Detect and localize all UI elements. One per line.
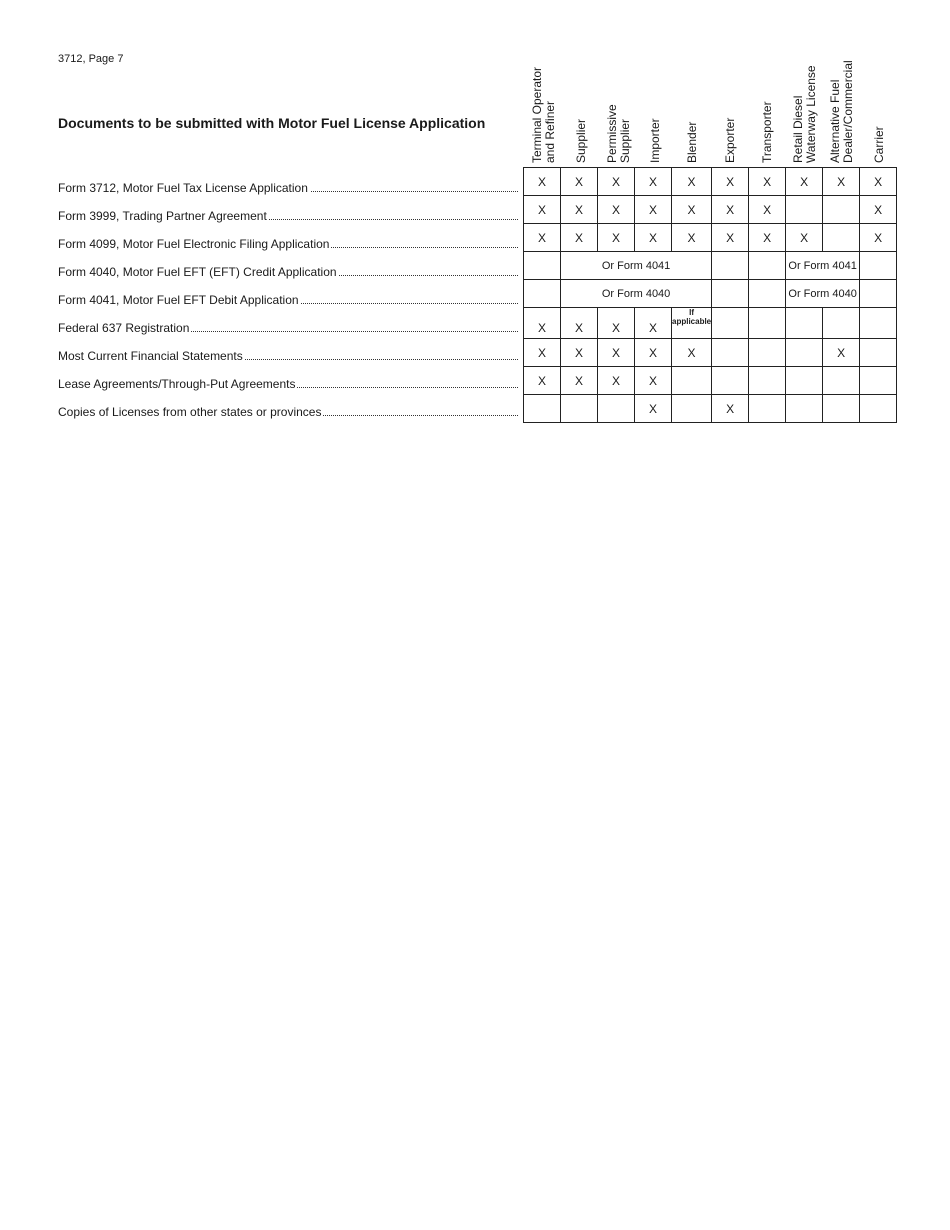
row-label-text: Form 3712, Motor Fuel Tax License Application <box>58 181 308 195</box>
column-header-line: Supplier <box>574 118 588 163</box>
column-header-label <box>575 119 588 163</box>
table-cell: X <box>823 339 860 367</box>
table-cell: X <box>561 168 598 196</box>
table-cell: Or Form 4040 <box>561 280 712 308</box>
column-header <box>672 57 709 167</box>
row-label <box>58 258 518 286</box>
column-header <box>523 57 560 167</box>
table-cell: X <box>524 224 561 252</box>
table-cell <box>712 252 749 280</box>
table-cell: X <box>561 367 598 395</box>
table-cell: X <box>635 339 672 367</box>
table-cell <box>749 367 786 395</box>
table-cell <box>823 367 860 395</box>
table-cell: X <box>712 224 749 252</box>
table-cell <box>524 252 561 280</box>
table-cell: X <box>524 308 561 339</box>
row-label <box>58 370 518 398</box>
table-cell <box>561 395 598 423</box>
table-cell <box>786 196 823 224</box>
column-header-line: Exporter <box>723 117 737 163</box>
table-cell <box>786 367 823 395</box>
table-cell: X <box>860 196 897 224</box>
row-label-text: Federal 637 Registration <box>58 321 190 335</box>
row-label-text: Lease Agreements/Through-Put Agreements <box>58 377 296 391</box>
column-header-line: Importer <box>648 118 662 163</box>
column-header-label <box>829 60 855 163</box>
column-header-line: Retail Diesel <box>791 95 805 163</box>
table-cell: Or Form 4040 <box>786 280 860 308</box>
table-cell <box>823 395 860 423</box>
table-cell <box>749 308 786 339</box>
row-label <box>58 202 518 230</box>
table-cell <box>524 280 561 308</box>
column-header-line: Supplier <box>618 118 632 163</box>
table-cell <box>823 308 860 339</box>
table-cell: If applicable <box>672 308 712 339</box>
column-header-line: Transporter <box>760 101 774 163</box>
column-header <box>859 57 896 167</box>
table-cell <box>712 280 749 308</box>
row-label <box>58 286 518 314</box>
table-cell: X <box>712 196 749 224</box>
table-cell <box>749 280 786 308</box>
column-header <box>784 57 821 167</box>
table-cell: X <box>635 168 672 196</box>
table-cell: X <box>561 339 598 367</box>
table-cell: X <box>635 224 672 252</box>
table-cell: X <box>598 367 635 395</box>
table-cell: X <box>598 196 635 224</box>
table-cell: X <box>672 224 712 252</box>
table-row <box>524 252 897 280</box>
table-cell: X <box>712 395 749 423</box>
row-label <box>58 398 518 426</box>
row-label-text: Copies of Licenses from other states or provinces <box>58 405 322 419</box>
row-label-text: Form 3999, Trading Partner Agreement <box>58 209 267 223</box>
page-title: Documents to be submitted with Motor Fuel License Application <box>58 115 486 131</box>
table-row <box>524 168 897 196</box>
row-label-text: Form 4041, Motor Fuel EFT Debit Application <box>58 293 299 307</box>
column-header <box>821 57 858 167</box>
column-header <box>710 57 747 167</box>
table-cell <box>749 339 786 367</box>
table-row <box>524 224 897 252</box>
column-header <box>561 57 598 167</box>
table-cell: X <box>524 367 561 395</box>
table-cell <box>712 339 749 367</box>
table-cell <box>672 395 712 423</box>
page-number: 3712, Page 7 <box>58 53 124 65</box>
column-header-line: Dealer/Commercial <box>841 60 855 163</box>
table-cell <box>860 339 897 367</box>
table-cell: X <box>672 339 712 367</box>
table-row <box>524 280 897 308</box>
table-cell: X <box>860 224 897 252</box>
column-header-label <box>606 104 632 163</box>
column-header-label <box>792 65 818 163</box>
table-cell: X <box>635 367 672 395</box>
table-cell: X <box>749 168 786 196</box>
table-cell: X <box>635 196 672 224</box>
column-header-label <box>649 118 662 163</box>
table-cell <box>749 395 786 423</box>
column-header-line: Waterway License <box>804 65 818 163</box>
table-cell: X <box>561 196 598 224</box>
table-row <box>524 395 897 423</box>
table-cell: X <box>786 168 823 196</box>
table-cell <box>860 252 897 280</box>
table-cell: X <box>598 339 635 367</box>
column-header-line: and Refiner <box>543 100 557 163</box>
table-cell <box>712 308 749 339</box>
table-cell: X <box>561 308 598 339</box>
table-cell: X <box>672 196 712 224</box>
column-header-line: Permissive <box>605 104 619 163</box>
table-cell: X <box>712 168 749 196</box>
column-header-line: Alternative Fuel <box>828 79 842 163</box>
table-cell: X <box>524 339 561 367</box>
column-header <box>747 57 784 167</box>
row-label-text: Form 4040, Motor Fuel EFT (EFT) Credit Application <box>58 265 337 279</box>
table-cell <box>524 395 561 423</box>
column-header-label <box>531 67 557 163</box>
column-header-label <box>724 118 737 163</box>
table-cell: X <box>598 168 635 196</box>
row-label <box>58 174 518 202</box>
table-cell <box>598 395 635 423</box>
column-header-line: Terminal Operator <box>530 66 544 163</box>
row-label <box>58 230 518 258</box>
row-label-text: Form 4099, Motor Fuel Electronic Filing Application <box>58 237 330 251</box>
table-cell: X <box>598 308 635 339</box>
table-cell <box>823 196 860 224</box>
table-cell: Or Form 4041 <box>786 252 860 280</box>
column-header-label <box>761 101 774 163</box>
documents-table <box>523 167 897 423</box>
row-label <box>58 314 518 342</box>
column-header <box>635 57 672 167</box>
table-cell: X <box>749 224 786 252</box>
table-cell: X <box>749 196 786 224</box>
column-header-line: Carrier <box>872 126 886 163</box>
table-cell: X <box>786 224 823 252</box>
table-cell: Or Form 4041 <box>561 252 712 280</box>
row-label <box>58 342 518 370</box>
table-cell <box>672 367 712 395</box>
table-cell: X <box>524 168 561 196</box>
table-row <box>524 308 897 339</box>
column-header-label <box>686 122 699 163</box>
table-cell <box>860 395 897 423</box>
table-row <box>524 339 897 367</box>
table-cell <box>712 367 749 395</box>
table-cell: X <box>672 168 712 196</box>
table-cell <box>823 224 860 252</box>
table-cell <box>860 280 897 308</box>
table-cell: X <box>635 395 672 423</box>
column-header-label <box>873 126 886 163</box>
table-cell: X <box>561 224 598 252</box>
table-cell: X <box>635 308 672 339</box>
table-cell <box>786 395 823 423</box>
table-cell: X <box>598 224 635 252</box>
column-header <box>598 57 635 167</box>
table-cell: X <box>860 168 897 196</box>
table-cell <box>860 308 897 339</box>
table-cell: X <box>823 168 860 196</box>
row-label-text: Most Current Financial Statements <box>58 349 243 363</box>
table-cell <box>749 252 786 280</box>
table-cell <box>786 339 823 367</box>
table-row <box>524 196 897 224</box>
table-cell <box>860 367 897 395</box>
table-cell <box>786 308 823 339</box>
column-header-line: Blender <box>685 121 699 163</box>
table-cell: X <box>524 196 561 224</box>
table-row <box>524 367 897 395</box>
